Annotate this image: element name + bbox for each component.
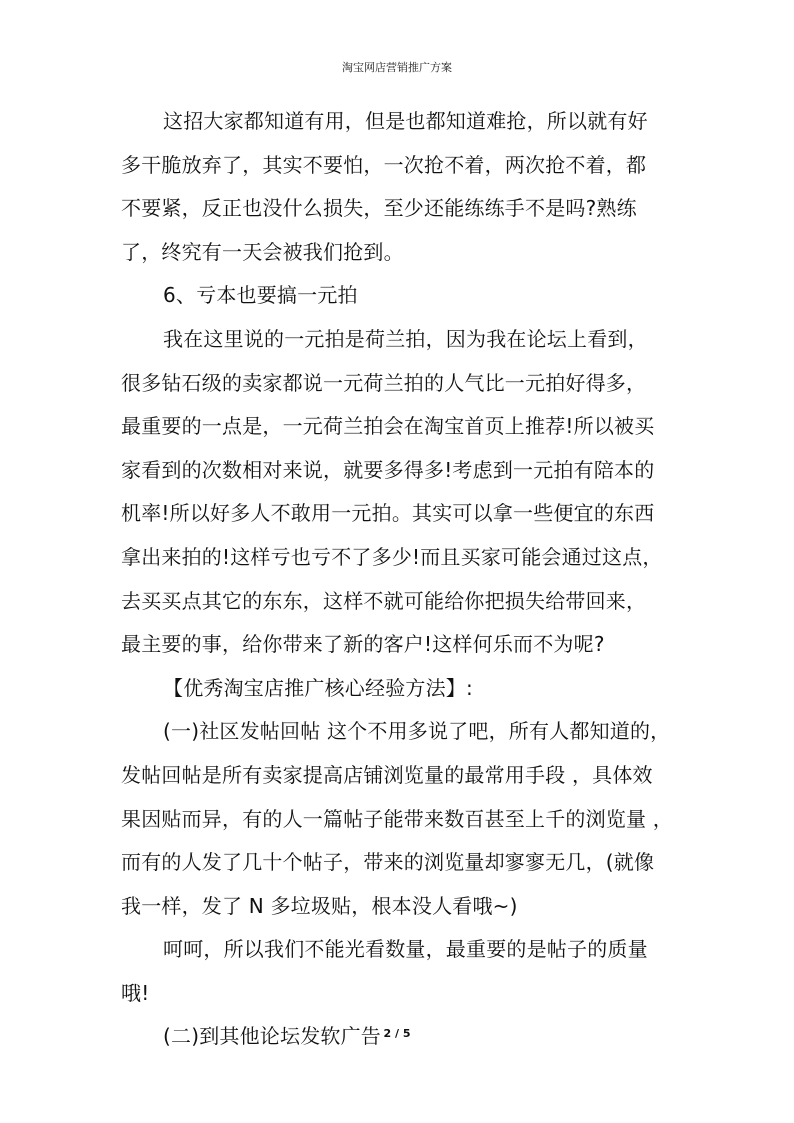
paragraph-line: 机率!所以好多人不敢用一元拍。其实可以拿一些便宜的东西 (121, 501, 655, 526)
page-number: 2 / 5 (383, 1027, 411, 1040)
paragraph-line: 拿出来拍的!这样亏也亏不了多少!而且买家可能会通过这点， (121, 544, 663, 569)
paragraph-line: (一)社区发帖回帖 这个不用多说了吧，所有人都知道的， (163, 719, 671, 744)
paragraph-line: 最主要的事，给你带来了新的客户!这样何乐而不为呢? (121, 632, 605, 657)
paragraph-line: 了，终究有一天会被我们抢到。 (121, 239, 404, 264)
section-heading: 【优秀淘宝店推广核心经验方法】: (163, 675, 473, 700)
paragraph-line: 我在这里说的一元拍是荷兰拍，因为我在论坛上看到， (163, 326, 648, 351)
section-heading: 6、亏本也要搞一元拍 (163, 283, 358, 308)
paragraph-line: 哦! (121, 980, 150, 1005)
paragraph-line: 呵呵，所以我们不能光看数量，最重要的是帖子的质量 (163, 937, 648, 962)
document-body (121, 100, 693, 1059)
section-heading: (二)到其他论坛发软广告 (163, 1024, 382, 1049)
paragraph-line: 而有的人发了几十个帖子，带来的浏览量却寥寥无几，(就像 (121, 850, 655, 875)
paragraph-line: 不要紧，反正也没什么损失，至少还能练练手不是吗?熟练 (121, 196, 637, 221)
paragraph-line: 很多钻石级的卖家都说一元荷兰拍的人气比一元拍好得多， (121, 370, 647, 395)
page-header-title: 淘宝网店营销推广方案 (342, 61, 452, 74)
paragraph-line: 最重要的一点是，一元荷兰拍会在淘宝首页上推荐!所以被买 (121, 414, 655, 439)
paragraph-line: 发帖回帖是所有卖家提高店铺浏览量的最常用手段 ，具体效 (121, 762, 653, 787)
paragraph-line: 我一样，发了 N 多垃圾贴，根本没人看哦~) (121, 893, 518, 918)
paragraph-line: 果因贴而异，有的人一篇帖子能带来数百甚至上千的浏览量 ， (121, 806, 673, 831)
paragraph-line: 这招大家都知道有用，但是也都知道难抢，所以就有好 (163, 109, 648, 133)
paragraph-line: 去买买点其它的东东，这样不就可能给你把损失给带回来， (121, 588, 647, 613)
paragraph-line: 家看到的次数相对来说，就要多得多!考虑到一元拍有陪本的 (121, 457, 655, 482)
paragraph-line: 多干脆放弃了，其实不要怕，一次抢不着，两次抢不着，都 (121, 152, 647, 177)
